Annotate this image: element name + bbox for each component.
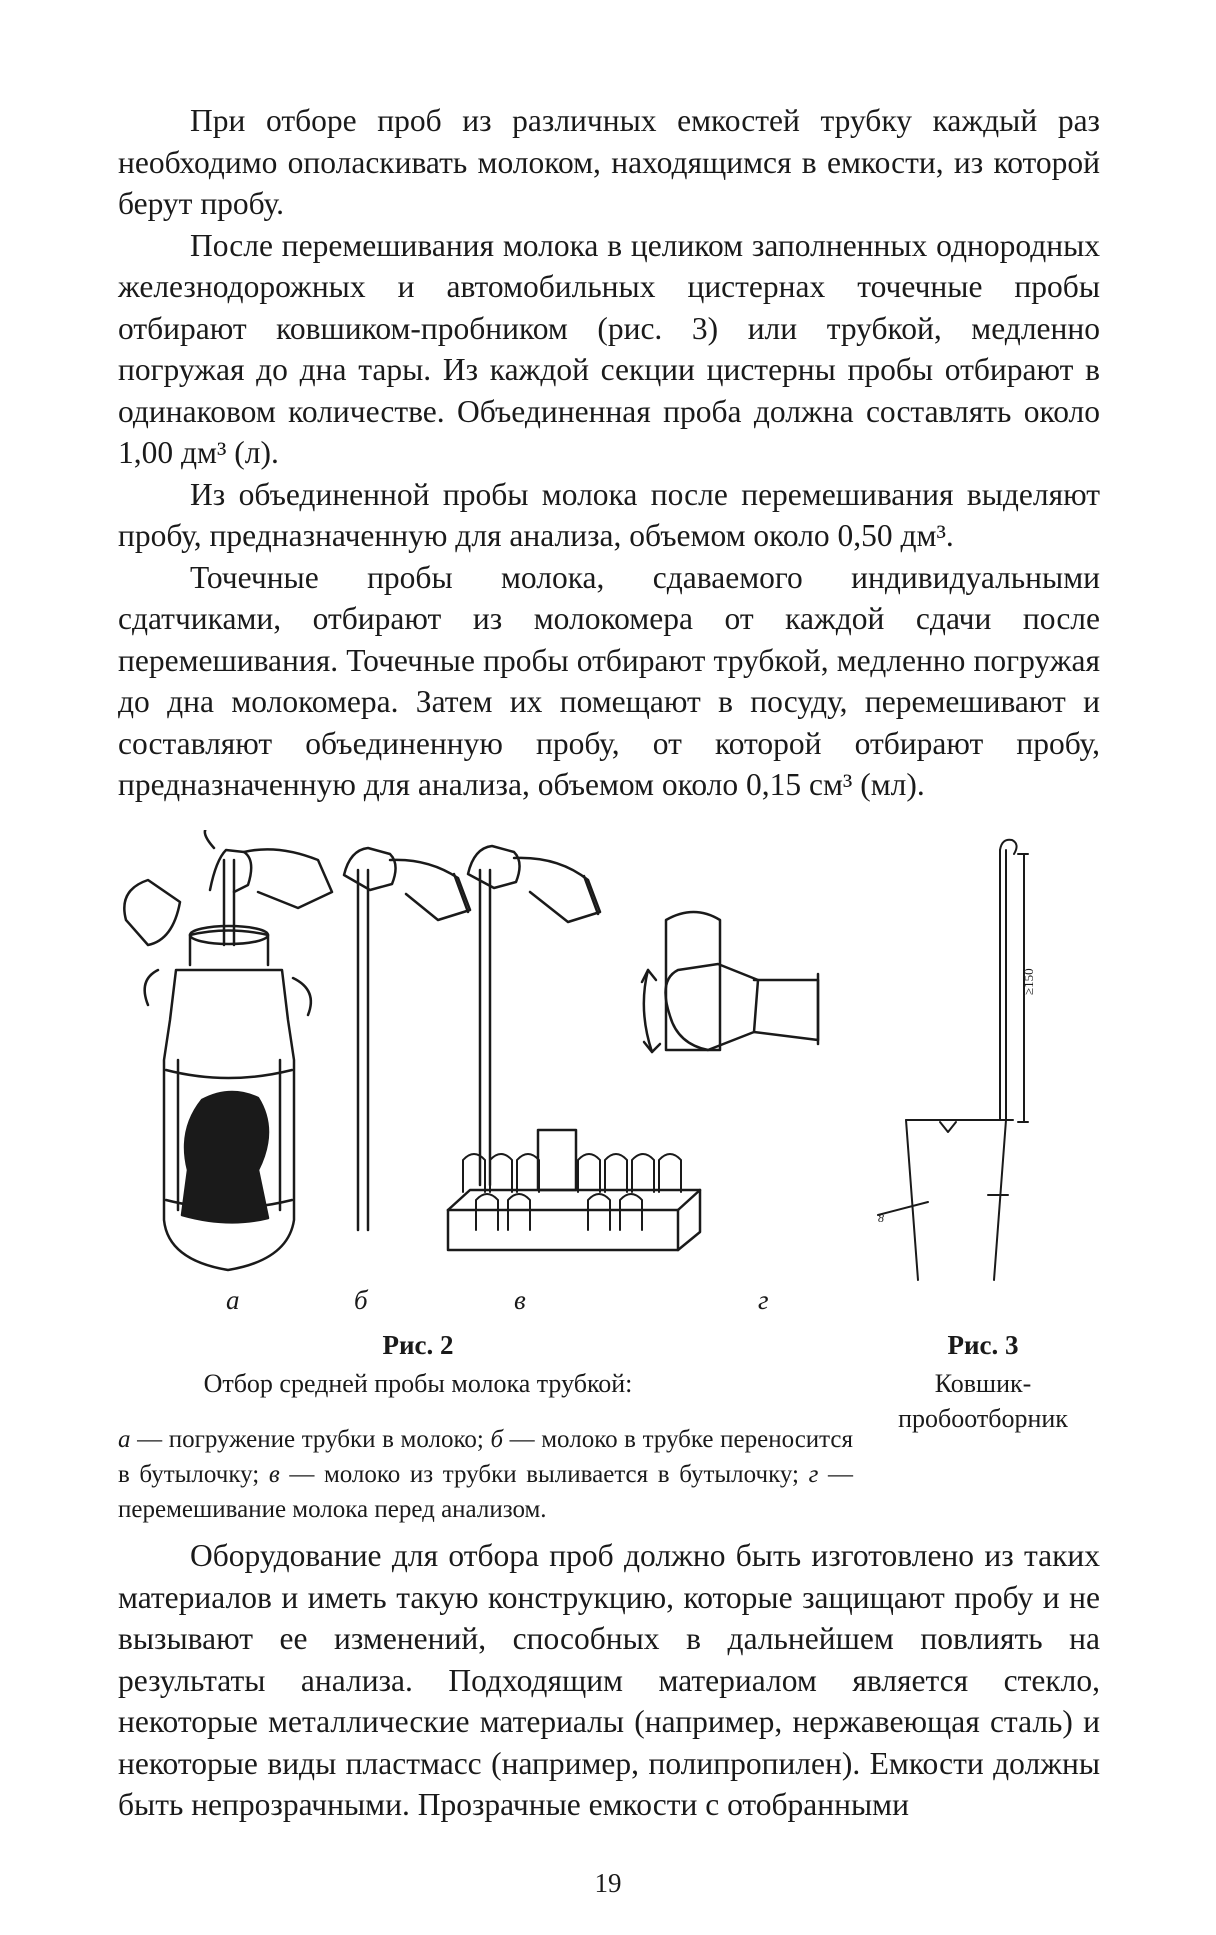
legend-text: — молоко из трубки выливается в бутылочку; (279, 1461, 809, 1488)
figure-area (118, 830, 1100, 1530)
legend-text: — погружение трубки в молоко; (130, 1426, 491, 1453)
panel-label-a: а (226, 1285, 240, 1315)
figure2-legend (118, 1422, 853, 1527)
legend-letter: г (808, 1461, 819, 1488)
paragraph: Из объединенной пробы молока после перемешивания выделяют пробу, предназначенную для анализа, объемом около 0,50 дм³. (118, 476, 1100, 553)
paragraph: Точечные пробы молока, сдаваемого индивидуальными сдатчиками, отбирают из молокомера от каждой сдачи после перемешивания. Точечные пробы отбирают трубкой, медленно погружая до дна молокомера. Затем их помещают в посуду, перемешивают и составляют объединенную пробу, от которой отбирают пробу, предназначенную для анализа, объемом около 0,15 см³ (мл). (118, 559, 1100, 802)
figure-illustrations (118, 830, 1100, 1290)
milk-can-illustration (124, 830, 332, 1270)
tube-in-hand-illustration (344, 848, 470, 1230)
mixing-illustration (642, 912, 818, 1052)
figure3-title: Рис. 3 (947, 1330, 1019, 1360)
text-block-top (118, 100, 1100, 806)
legend-letter: а (118, 1426, 131, 1453)
figure2-title: Рис. 2 (382, 1330, 454, 1360)
panel-label-g: г (758, 1285, 769, 1315)
page-number: 19 (594, 1868, 622, 1898)
legend-text: — перемешивание молока перед анализом. (118, 1461, 854, 1523)
legend-text: — молоко в трубке переносится в бутылочку; (118, 1426, 853, 1488)
figure2-subtitle: Отбор средней пробы молока трубкой: (203, 1369, 633, 1398)
paragraph: При отборе проб из различных емкостей трубку каждый раз необходимо ополаскивать молоком, находящимся в емкости, из которой берут пробу. (118, 103, 1100, 221)
dimension-label: ≥150 (1021, 968, 1036, 995)
paragraph: Оборудование для отбора проб должно быть изготовлено из таких материалов и иметь такую конструкцию, которые защищают пробу и не вызывают ее изменений, способных в дальнейшем повлиять на результаты анализа. Подходящим материалом является стекло, некоторые металлические материалы (например, нержавеющая сталь) и некоторые виды пластмасс (например, полипропилен). Емкости должны быть непрозрачными. Прозрачные емкости с отобранными (118, 1538, 1100, 1822)
legend-letter: в (268, 1461, 280, 1488)
text-block-bottom (118, 1535, 1100, 1826)
panel-label-v: в (514, 1285, 526, 1315)
panel-label-b: б (354, 1285, 368, 1315)
legend-letter: б (490, 1426, 504, 1453)
ladle-sampler-drawing (878, 840, 1028, 1280)
part-label: 8 (878, 1211, 884, 1225)
bottle-rack-illustration (448, 846, 700, 1250)
paragraph: После перемешивания молока в целиком заполненных однородных железнодорожных и автомобильных цистернах точечные пробы отбирают ковшиком-пробником (рис. 3) или трубкой, медленно погружая до дна тары. Из каждой секции цистерны пробы отбирают в одинаковом количестве. Объединенная проба должна составлять около 1,00 дм³ (л). (118, 227, 1100, 470)
figure3-subtitle-line1: Ковшик- (934, 1369, 1032, 1398)
figure3-subtitle-line2: пробоотборник (898, 1404, 1068, 1433)
